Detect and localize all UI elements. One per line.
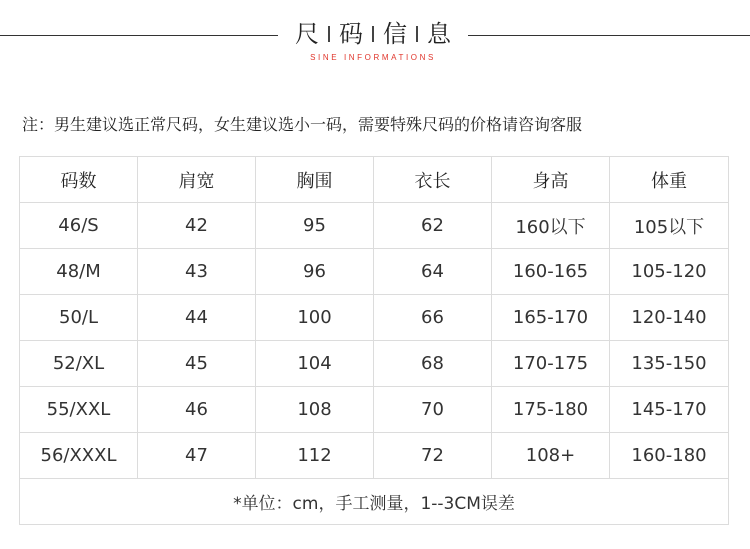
- table-cell: 135-150: [610, 341, 729, 387]
- table-cell: 105以下: [610, 203, 729, 249]
- table-cell: 160-180: [610, 433, 729, 479]
- title-char: 息: [427, 20, 451, 48]
- table-cell: 160-165: [492, 249, 610, 295]
- column-header: 身高: [492, 157, 610, 203]
- column-header: 肩宽: [138, 157, 256, 203]
- table-cell: 104: [256, 341, 374, 387]
- table-cell: 105-120: [610, 249, 729, 295]
- column-header: 衣长: [374, 157, 492, 203]
- header-rule-right: [468, 35, 750, 36]
- table-cell: 44: [138, 295, 256, 341]
- measurement-footnote: *单位：cm，手工测量，1--3CM误差: [20, 479, 729, 525]
- title-char: 尺: [295, 20, 319, 48]
- table-cell: 170-175: [492, 341, 610, 387]
- table-cell: 72: [374, 433, 492, 479]
- table-cell: 50/L: [20, 295, 138, 341]
- table-cell: 95: [256, 203, 374, 249]
- table-footer-row: [20, 479, 729, 525]
- column-header: 体重: [610, 157, 729, 203]
- column-header: 胸围: [256, 157, 374, 203]
- table-cell: 46/S: [20, 203, 138, 249]
- table-cell: 160以下: [492, 203, 610, 249]
- table-row: [20, 387, 729, 433]
- table-cell: 47: [138, 433, 256, 479]
- title-separator: [372, 26, 374, 42]
- table-cell: 46: [138, 387, 256, 433]
- table-cell: 56/XXXL: [20, 433, 138, 479]
- title-separator: [328, 26, 330, 42]
- table-cell: 175-180: [492, 387, 610, 433]
- table-cell: 68: [374, 341, 492, 387]
- header-rule-left: [0, 35, 278, 36]
- table-cell: 42: [138, 203, 256, 249]
- page-subtitle: SINE INFORMATIONS: [310, 53, 436, 62]
- table-cell: 145-170: [610, 387, 729, 433]
- title-separator: [416, 26, 418, 42]
- table-cell: 55/XXL: [20, 387, 138, 433]
- table-cell: 108+: [492, 433, 610, 479]
- table-cell: 48/M: [20, 249, 138, 295]
- size-table: [19, 156, 729, 525]
- table-cell: 108: [256, 387, 374, 433]
- page-title: [278, 17, 468, 51]
- title-char: 信: [383, 20, 407, 48]
- table-row: [20, 249, 729, 295]
- table-header-row: [20, 157, 729, 203]
- table-cell: 64: [374, 249, 492, 295]
- table-cell: 52/XL: [20, 341, 138, 387]
- table-cell: 66: [374, 295, 492, 341]
- table-cell: 96: [256, 249, 374, 295]
- table-cell: 43: [138, 249, 256, 295]
- table-row: [20, 433, 729, 479]
- column-header: 码数: [20, 157, 138, 203]
- table-row: [20, 295, 729, 341]
- page-header: [0, 0, 750, 80]
- sizing-note: 注：男生建议选正常尺码，女生建议选小一码，需要特殊尺码的价格请咨询客服: [22, 115, 583, 134]
- table-cell: 100: [256, 295, 374, 341]
- table-cell: 165-170: [492, 295, 610, 341]
- table-cell: 70: [374, 387, 492, 433]
- table-cell: 120-140: [610, 295, 729, 341]
- title-char: 码: [339, 20, 363, 48]
- table-cell: 45: [138, 341, 256, 387]
- table-row: [20, 341, 729, 387]
- table-cell: 62: [374, 203, 492, 249]
- table-row: [20, 203, 729, 249]
- table-cell: 112: [256, 433, 374, 479]
